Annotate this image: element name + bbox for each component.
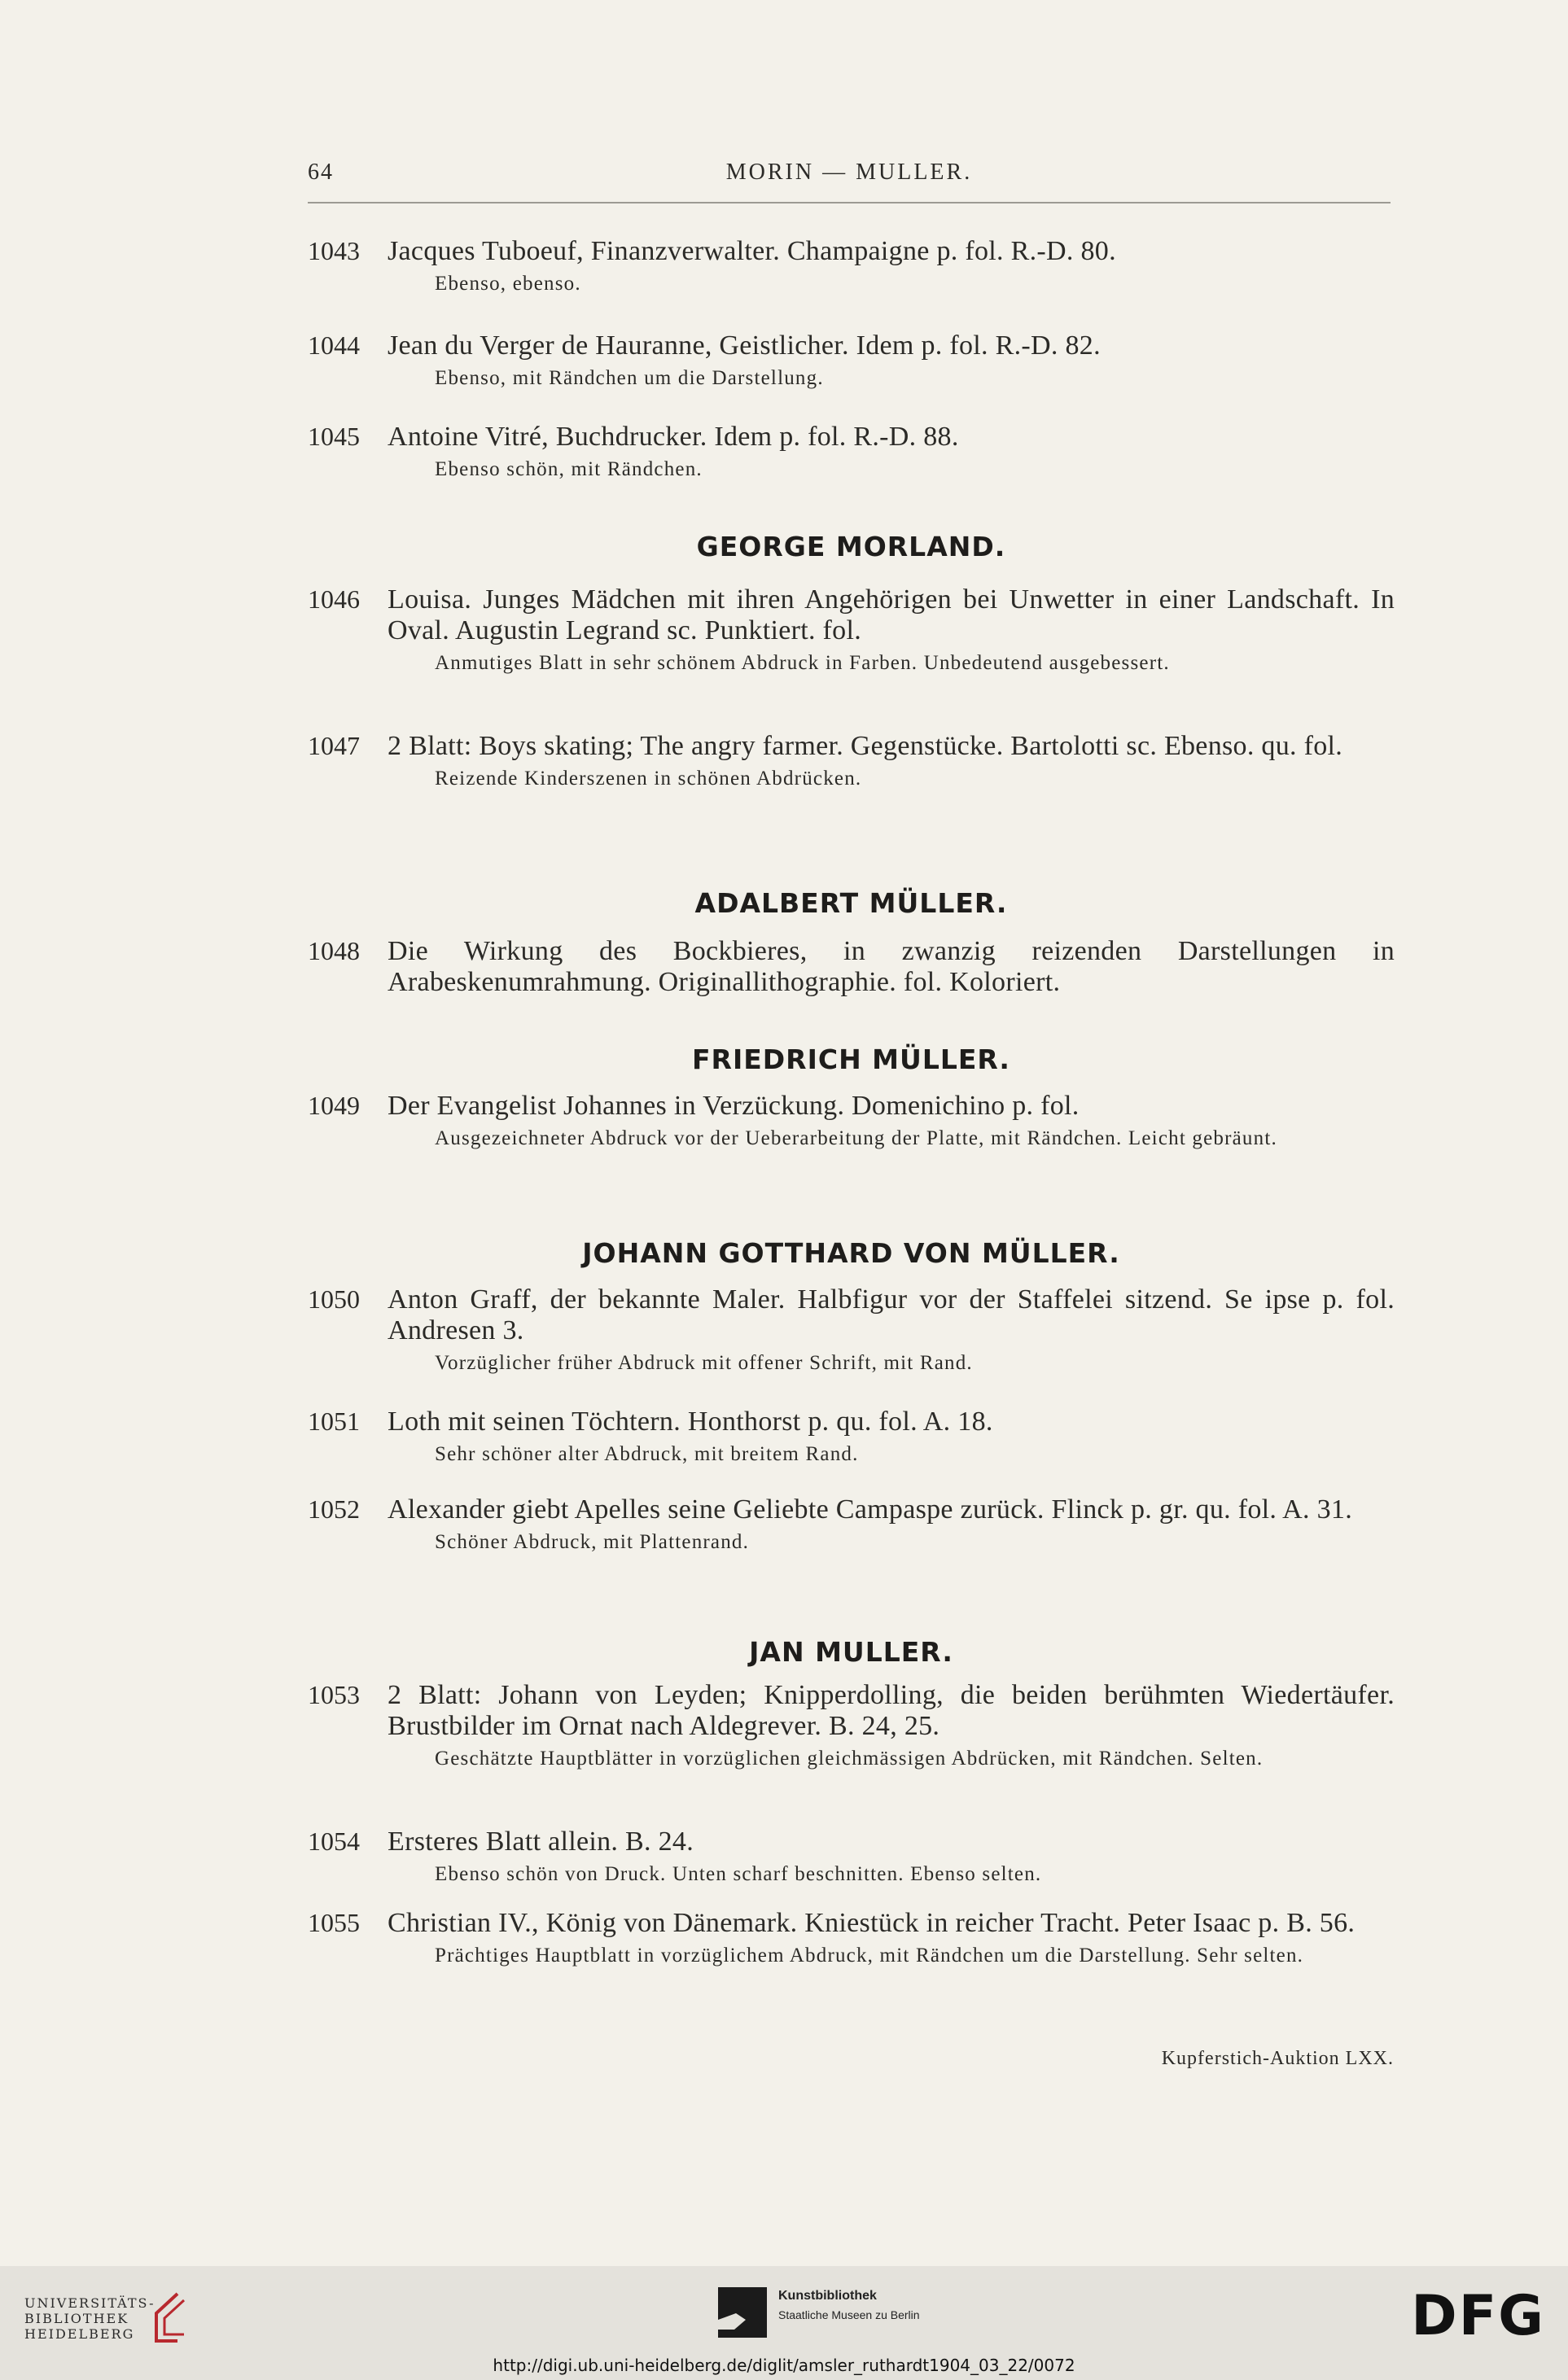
entry-number: 1045 bbox=[308, 422, 360, 451]
entry-title: Loth mit seinen Töchtern. Honthorst p. qu. fol. A. 18. bbox=[388, 1407, 993, 1437]
entry-1045 bbox=[308, 422, 1395, 483]
entry-number: 1049 bbox=[308, 1091, 360, 1120]
section-heading-gotthard: JOHANN GOTTHARD VON MÜLLER. bbox=[582, 1237, 1120, 1269]
entry-number: 1048 bbox=[308, 936, 360, 965]
entry-1054 bbox=[308, 1827, 1395, 1888]
entry-note: Schöner Abdruck, mit Plattenrand. bbox=[435, 1531, 750, 1553]
ub-line-3: HEIDELBERG bbox=[24, 2326, 135, 2342]
entry-number: 1053 bbox=[308, 1680, 360, 1709]
university-library-name[interactable] bbox=[24, 2295, 155, 2342]
kunstbibliothek-logo-icon[interactable] bbox=[718, 2287, 767, 2338]
entry-1046 bbox=[308, 584, 1395, 677]
entry-title: Ersteres Blatt allein. B. 24. bbox=[388, 1827, 694, 1857]
entry-1053 bbox=[308, 1680, 1395, 1773]
dfg-logo[interactable]: DFG bbox=[1411, 2284, 1545, 2348]
running-head bbox=[308, 160, 1391, 200]
entry-note: Reizende Kinderszenen in schönen Abdrücken. bbox=[435, 768, 862, 790]
entry-note: Ebenso schön von Druck. Unten scharf beschnitten. Ebenso selten. bbox=[435, 1863, 1042, 1885]
section-heading-morland: GEORGE MORLAND. bbox=[696, 531, 1006, 562]
footer-bar bbox=[0, 2266, 1568, 2380]
running-title: MORIN — MULLER. bbox=[725, 160, 973, 185]
entry-note: Ebenso, mit Rändchen um die Darstellung. bbox=[435, 367, 824, 389]
entry-1043 bbox=[308, 236, 1395, 298]
entry-title: Antoine Vitré, Buchdrucker. Idem p. fol. R.-D. 88. bbox=[388, 422, 959, 452]
page-number: 64 bbox=[308, 160, 334, 185]
entry-1050 bbox=[308, 1284, 1395, 1377]
entry-title: Anton Graff, der bekannte Maler. Halbfigur vor der Staffelei sitzend. Se ipse p. fol. Andresen 3. bbox=[388, 1284, 1395, 1345]
entry-1048 bbox=[308, 936, 1395, 998]
entry-number: 1051 bbox=[308, 1407, 360, 1436]
entry-note: Sehr schöner alter Abdruck, mit breitem Rand. bbox=[435, 1443, 859, 1465]
entry-note: Geschätzte Hauptblätter in vorzüglichen gleichmässigen Abdrücken, mit Rändchen. Selten. bbox=[435, 1748, 1264, 1770]
entry-title: Der Evangelist Johannes in Verzückung. Domenichino p. fol. bbox=[388, 1091, 1080, 1121]
entry-title: Christian IV., König von Dänemark. Kniestück in reicher Tracht. Peter Isaac p. B. 56. bbox=[388, 1908, 1356, 1938]
entry-number: 1046 bbox=[308, 584, 360, 614]
ub-line-2: BIBLIOTHEK bbox=[24, 2311, 129, 2326]
entry-title: Jean du Verger de Hauranne, Geistlicher. Idem p. fol. R.-D. 82. bbox=[388, 330, 1101, 361]
entry-1044 bbox=[308, 330, 1395, 392]
signature-line: Kupferstich-Auktion LXX. bbox=[1161, 2048, 1394, 2069]
entry-number: 1044 bbox=[308, 330, 360, 360]
entry-note: Ebenso, ebenso. bbox=[435, 273, 581, 295]
entry-title: Alexander giebt Apelles seine Geliebte Campaspe zurück. Flinck p. gr. qu. fol. A. 31. bbox=[388, 1494, 1353, 1525]
entry-1049 bbox=[308, 1091, 1395, 1153]
permalink-url[interactable]: http://digi.ub.uni-heidelberg.de/diglit/amsler_ruthardt1904_03_22/0072 bbox=[493, 2356, 1075, 2375]
entry-1052 bbox=[308, 1494, 1395, 1556]
entry-number: 1050 bbox=[308, 1284, 360, 1314]
section-heading-adalbert: ADALBERT MÜLLER. bbox=[694, 887, 1008, 919]
entry-note: Vorzüglicher früher Abdruck mit offener Schrift, mit Rand. bbox=[435, 1352, 973, 1374]
entry-number: 1043 bbox=[308, 236, 360, 265]
entry-title: 2 Blatt: Johann von Leyden; Knipperdolling, die beiden berühmten Wiedertäufer. Brustbilder im Ornat nach Aldegrever. B. 24, 25. bbox=[388, 1680, 1395, 1741]
entry-note: Ausgezeichneter Abdruck vor der Ueberarbeitung der Platte, mit Rändchen. Leicht gebräunt. bbox=[435, 1127, 1277, 1149]
entry-title: Louisa. Junges Mädchen mit ihren Angehörigen bei Unwetter in einer Landschaft. In Oval. Augustin Legrand sc. Punktiert. fol. bbox=[388, 584, 1395, 645]
entry-number: 1052 bbox=[308, 1494, 360, 1524]
entry-title: Die Wirkung des Bockbieres, in zwanzig reizenden Darstellungen in Arabeskenumrahmung. Originallithographie. fol. Koloriert. bbox=[388, 936, 1395, 997]
entry-title: 2 Blatt: Boys skating; The angry farmer. Gegenstücke. Bartolotti sc. Ebenso. qu. fol. bbox=[388, 731, 1343, 761]
entry-1055 bbox=[308, 1908, 1395, 1970]
ub-heidelberg-logo-icon[interactable] bbox=[145, 2289, 189, 2346]
header-rule bbox=[308, 202, 1391, 203]
entry-1051 bbox=[308, 1407, 1395, 1468]
section-heading-friedrich: FRIEDRICH MÜLLER. bbox=[692, 1043, 1010, 1075]
ub-line-1: UNIVERSITÄTS- bbox=[24, 2295, 155, 2311]
entry-note: Ebenso schön, mit Rändchen. bbox=[435, 458, 703, 480]
section-heading-jan: JAN MULLER. bbox=[749, 1636, 953, 1668]
kunstbibliothek-subtitle: Staatliche Museen zu Berlin bbox=[778, 2308, 920, 2321]
entry-number: 1054 bbox=[308, 1827, 360, 1856]
entry-note: Prächtiges Hauptblatt in vorzüglichem Abdruck, mit Rändchen um die Darstellung. Sehr selten. bbox=[435, 1945, 1304, 1967]
entry-number: 1047 bbox=[308, 731, 360, 760]
entry-1047 bbox=[308, 731, 1395, 793]
kunstbibliothek-name[interactable]: Kunstbibliothek bbox=[778, 2289, 877, 2303]
entry-title: Jacques Tuboeuf, Finanzverwalter. Champaigne p. fol. R.-D. 80. bbox=[388, 236, 1116, 266]
entry-note: Anmutiges Blatt in sehr schönem Abdruck in Farben. Unbedeutend ausgebessert. bbox=[435, 652, 1170, 674]
entry-number: 1055 bbox=[308, 1908, 360, 1937]
